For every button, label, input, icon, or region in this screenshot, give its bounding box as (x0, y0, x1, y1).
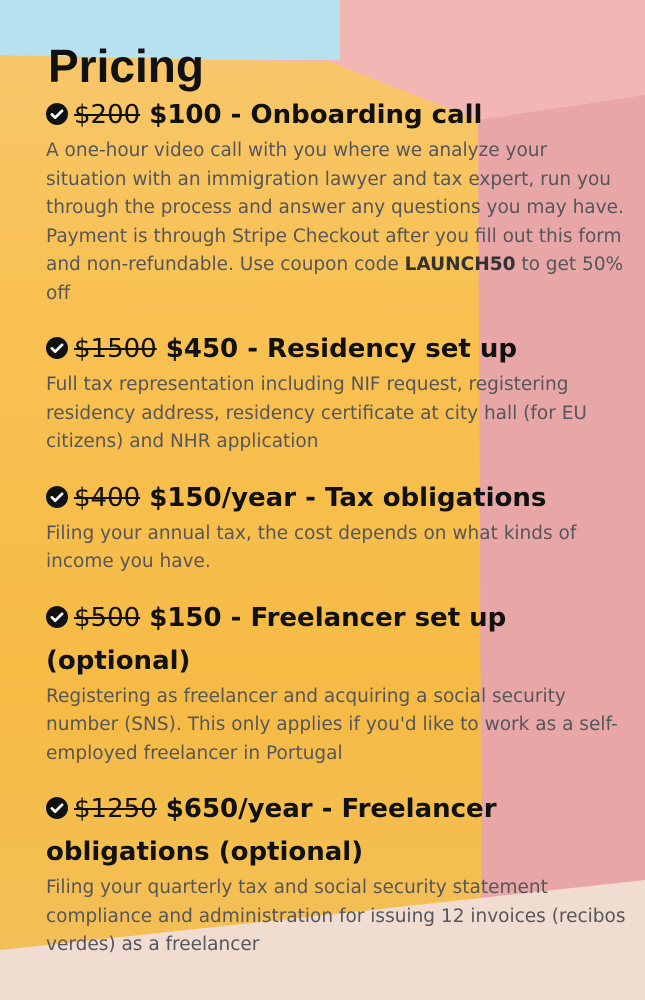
old-price: $1500 (74, 334, 157, 364)
pricing-item-onboarding (46, 94, 626, 308)
pricing-section (46, 38, 626, 980)
new-price: $150/year (149, 482, 297, 513)
pricing-item-heading (46, 328, 626, 371)
item-description (46, 137, 626, 308)
item-title: - Freelancer set up (optional) (46, 602, 507, 676)
item-description: Registering as freelancer and acquiring a social security number (SNS). This only applies if you'd like to work as a self-employed freelancer in Portugal (46, 685, 618, 764)
old-price: $500 (74, 602, 141, 633)
pricing-item-freelancer-obligations (46, 788, 626, 960)
new-price: $450 (165, 334, 239, 364)
check-circle-icon (46, 797, 68, 819)
new-price: $150 (149, 602, 222, 633)
pricing-item-heading (46, 597, 626, 683)
item-description: Filing your annual tax, the cost depends on what kinds of income you have. (46, 522, 577, 572)
pricing-item-heading (46, 94, 626, 137)
pricing-item-tax (46, 477, 626, 577)
item-description: Filing your quarterly tax and social security statement compliance and administration for issuing 12 invoices (recibos verdes) as a freelancer (46, 877, 626, 955)
item-description: Full tax representation including NIF request, registering residency address, residency certificate at city hall (for EU citizens) and NHR application (46, 374, 587, 452)
description-text-end: to get 50% off (46, 254, 624, 304)
new-price: $100 (149, 100, 222, 130)
pricing-item-heading (46, 788, 626, 874)
old-price: $400 (74, 482, 141, 513)
check-circle-icon (46, 606, 68, 628)
pricing-item-heading (46, 477, 626, 520)
pricing-item-freelancer-setup (46, 597, 626, 769)
old-price: $1250 (74, 794, 157, 824)
check-circle-icon (46, 337, 68, 359)
item-title: - Residency set up (238, 334, 517, 364)
page-title: Pricing (48, 40, 204, 92)
item-title: - Freelancer obligations (optional) (46, 794, 497, 867)
pricing-item-residency (46, 328, 626, 457)
check-circle-icon (46, 486, 68, 508)
old-price: $200 (74, 100, 141, 130)
item-title: - Tax obligations (296, 482, 547, 513)
coupon-code: LAUNCH50 (404, 254, 516, 275)
description-text: A one-hour video call with you where we analyze your situation with an immigration lawyer and tax expert, run you through the process and answer any questions you may have. Payment is through Stripe Checkout after you fill out this form and non-refundable. Use coupon code (46, 140, 624, 275)
new-price: $650/year (165, 794, 313, 824)
check-circle-icon (46, 103, 68, 125)
item-title: - Onboarding call (221, 100, 483, 130)
